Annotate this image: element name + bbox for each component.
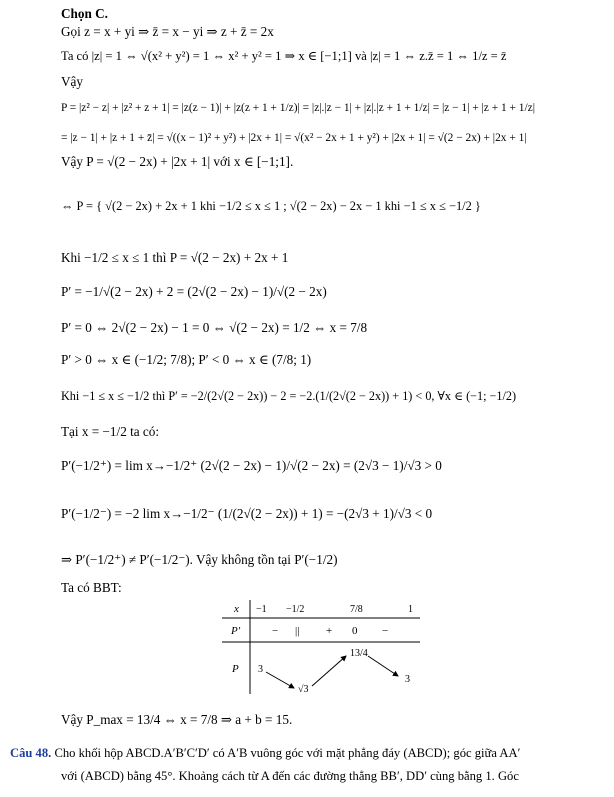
math-line: = |z − 1| + |z + 1 + z̄| = √((x − 1)² + y²) + |2x + 1| = √(x² − 2x + 1 + y²) + |2x + 1| = √(2 − 2x) + |2x + 1| (61, 132, 527, 144)
math-line: Ta có |z| = 1 ⇔ √(x² + y²) = 1 ⇔ x² + y² = 1 ⇒ x ∈ [−1;1] và |z| = 1 ⇔ z.z̄ = 1 ⇔ 1/z = z̄ (61, 49, 507, 63)
p-value: 3 (258, 664, 263, 675)
decreasing-arrow (266, 672, 294, 688)
question-line: với (ABCD) bằng 45°. Khoảng cách từ A đến các đường thẳng BB′, DD′ cùng bằng 1. Góc (61, 769, 519, 783)
x-value: 1 (408, 604, 413, 615)
row-label-p: P (232, 663, 239, 675)
math-line: Gọi z = x + yi ⇒ z̄ = x − yi ⇒ z + z̄ = 2x (61, 24, 274, 39)
math-line: P′(−1/2⁺) = lim x→−1/2⁺ (2√(2 − 2x) − 1)/√(2 − 2x) = (2√3 − 1)/√3 > 0 (61, 458, 442, 473)
sign-cell: 0 (352, 625, 358, 637)
sign-cell: − (382, 625, 389, 637)
math-line: Khi −1/2 ≤ x ≤ 1 thì P = √(2 − 2x) + 2x + 1 (61, 250, 289, 265)
x-value: −1/2 (286, 604, 305, 615)
math-line: Vậy (61, 74, 83, 89)
x-value: 7/8 (350, 604, 363, 615)
sign-cell: − (272, 625, 279, 637)
decreasing-arrow (368, 656, 398, 676)
question-line (10, 745, 520, 761)
solution-heading: Chọn C. (61, 6, 108, 21)
conclusion: Vậy P_max = 13/4 ⇔ x = 7/8 ⇒ a + b = 15. (61, 712, 293, 727)
math-line: Tại x = −1/2 ta có: (61, 424, 160, 439)
variation-table (0, 596, 614, 696)
p-value: 3 (405, 674, 410, 685)
math-line: P′ = 0 ⇔ 2√(2 − 2x) − 1 = 0 ⇔ √(2 − 2x) = 1/2 ⇔ x = 7/8 (61, 320, 368, 335)
row-label-x: x (234, 603, 239, 615)
sign-cell: + (326, 625, 333, 637)
math-line: Vậy P = √(2 − 2x) + |2x + 1| với x ∈ [−1;1]. (61, 154, 294, 169)
math-line: ⇒ P′(−1/2⁺) ≠ P′(−1/2⁻). Vậy không tồn tại P′(−1/2) (61, 552, 338, 567)
p-value: 13/4 (350, 648, 368, 659)
math-line: P′(−1/2⁻) = −2 lim x→−1/2⁻ (1/(2√(2 − 2x)) + 1) = −(2√3 + 1)/√3 < 0 (61, 506, 433, 521)
row-label-derivative: P′ (231, 625, 241, 637)
sign-cell: || (295, 625, 300, 637)
math-line: P′ = −1/√(2 − 2x) + 2 = (2√(2 − 2x) − 1)/√(2 − 2x) (61, 284, 327, 299)
math-line: P = |z² − z| + |z² + z + 1| = |z(z − 1)| + |z(z + 1 + 1/z)| = |z|.|z − 1| + |z|.|z + 1 + 1/z| = |z − 1| + |z + 1 + 1/z| (61, 102, 535, 114)
math-line: Ta có BBT: (61, 580, 122, 595)
math-line: Khi −1 ≤ x ≤ −1/2 thì P′ = −2/(2√(2 − 2x)) − 2 = −2.(1/(2√(2 − 2x)) + 1) < 0, ∀x ∈ (−1; −1/2) (61, 389, 517, 403)
x-value: −1 (256, 604, 267, 615)
math-line: P′ > 0 ⇔ x ∈ (−1/2; 7/8); P′ < 0 ⇔ x ∈ (7/8; 1) (61, 352, 312, 367)
question-number: Câu 48. (10, 746, 52, 760)
increasing-arrow (312, 656, 346, 686)
p-value: √3 (298, 684, 309, 695)
question-text: Cho khối hộp ABCD.A′B′C′D′ có A′B vuông góc với mặt phẳng đáy (ABCD); góc giữa AA′ (54, 746, 521, 760)
math-line: ⇔ P = { √(2 − 2x) + 2x + 1 khi −1/2 ≤ x ≤ 1 ; √(2 − 2x) − 2x − 1 khi −1 ≤ x ≤ −1/2 } (61, 199, 481, 213)
